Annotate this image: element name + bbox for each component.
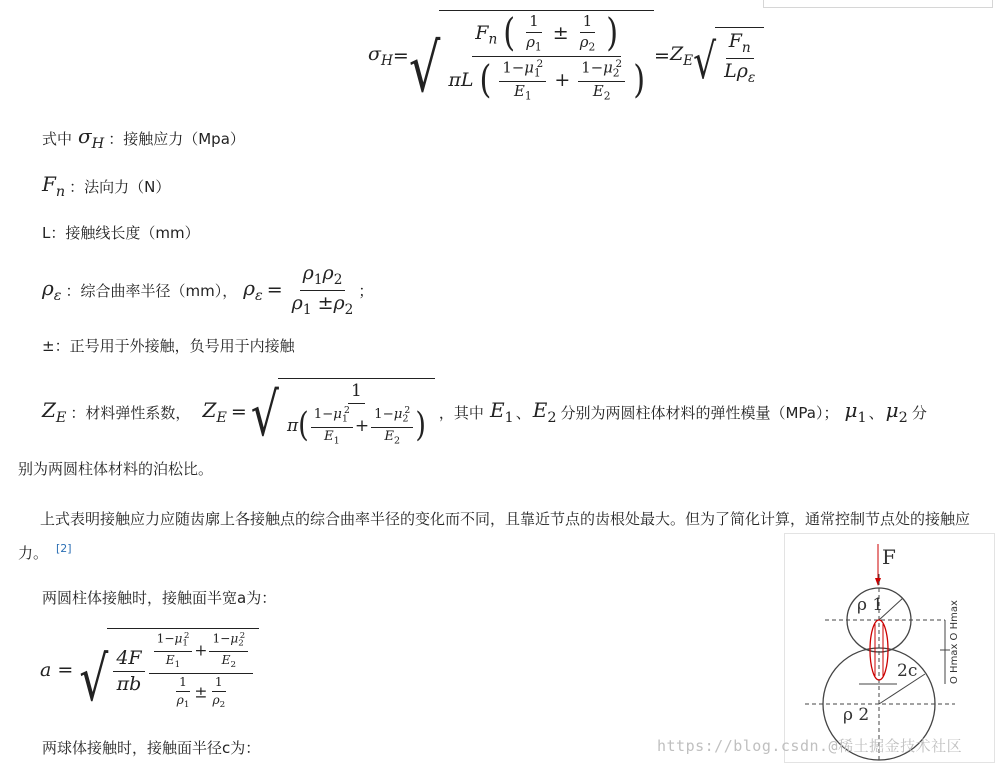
sigma-definition: 式中 $\sigma_H$ ：接触应力（Mpa） — [42, 124, 245, 153]
ze-definition-wrap: 别为两圆柱体材料的泊松比。 — [18, 460, 214, 478]
ze-definition: $Z_E$ ：材料弹性系数， $Z_E$ = √ 1 π( $\frac{1-\mu_1^2}{E_1}$ + $\frac{1-\mu_2^2}{E_2}$ ) ，其中 $E_1$ 、 $E_2$ 分别为两圆柱体材料的弹性模量（MPa）； $\mu_1$ 、 $\mu_2$ 分 — [42, 378, 927, 446]
two-c-label: 2c — [897, 661, 918, 681]
pm-definition: ±：正号用于外接触，负号用于内接触 — [42, 337, 295, 355]
sigma-h: $\sigma_H$ — [368, 43, 393, 70]
hmax-label: O Hmax O Hmax — [949, 600, 960, 684]
sphere-heading: 两球体接触时，接触面半径c为： — [42, 739, 261, 757]
rho2-label: ρ 2 — [843, 705, 870, 725]
ze: $Z_E$ — [669, 43, 694, 70]
main-fraction: $F_n$ ( $\frac{1}{\rho_1}$ ± $\frac{1}{\rho_2}$ ) πL ( $\frac{1-\mu_1^2}{E_1}$ + $\frac{1-\mu_2^2}{E_2}$ ) — [448, 11, 646, 103]
sqrt-main: √ $F_n$ ( $\frac{1}{\rho_1}$ ± $\frac{1}{\rho_2}$ ) πL ( $\frac{1-\mu_1^2}{E_1}$ + $\frac{1-\mu_2^2}{E_2}$ ) — [409, 10, 654, 102]
sqrt-ze: √ $\frac{F_n}{L\rho_\varepsilon}$ — [693, 27, 764, 86]
cylinder-heading: 两圆柱体接触时，接触面半宽a为： — [42, 589, 277, 607]
top-right-box — [763, 0, 993, 8]
contact-stress-formula: $\sigma_H$ = √ $F_n$ ( $\frac{1}{\rho_1}$ ± $\frac{1}{\rho_2}$ ) πL ( $\frac{1-\mu_1^2}{E_1}$ + $\frac{1-\mu_2^2}{E_2}$ ) = $Z_E$ √ $\frac{F_n}{L\rho_\varepsilon}$ — [368, 10, 764, 102]
contact-diagram-svg — [785, 534, 994, 762]
watermark: https://blog.csdn.@稀土掘金技术社区 — [657, 737, 963, 755]
half-width-formula: a = √ $\frac{4F}{\pi b}$ $\frac{1-\mu_1^2}{E_1}$ + $\frac{1-\mu_2^2}{E_2}$ $\frac{1}{\rho_1}$ ± $\frac{1}{\rho_2}$ — [40, 628, 259, 711]
contact-diagram — [784, 533, 995, 763]
citation-link[interactable]: [2] — [56, 542, 72, 555]
l-definition: L：接触线长度（mm） — [42, 224, 200, 242]
rho1-label: ρ 1 — [857, 595, 884, 615]
fn-definition: $F_n$ ：法向力（N） — [42, 172, 171, 201]
rho-definition: $\rho_\varepsilon$ ：综合曲率半径（mm）， $\rho_\varepsilon$ = $\frac{\rho_1\rho_2}{\rho_1 \pm\rho_2}$ ； — [42, 262, 374, 318]
body-paragraph: 上式表明接触应力应随齿廓上各接触点的综合曲率半径的变化而不同，且靠近节点的齿根处最大。但为了简化计算，通常控制节点处的接触应力。 [2] — [18, 510, 971, 562]
force-label: F — [882, 545, 896, 569]
